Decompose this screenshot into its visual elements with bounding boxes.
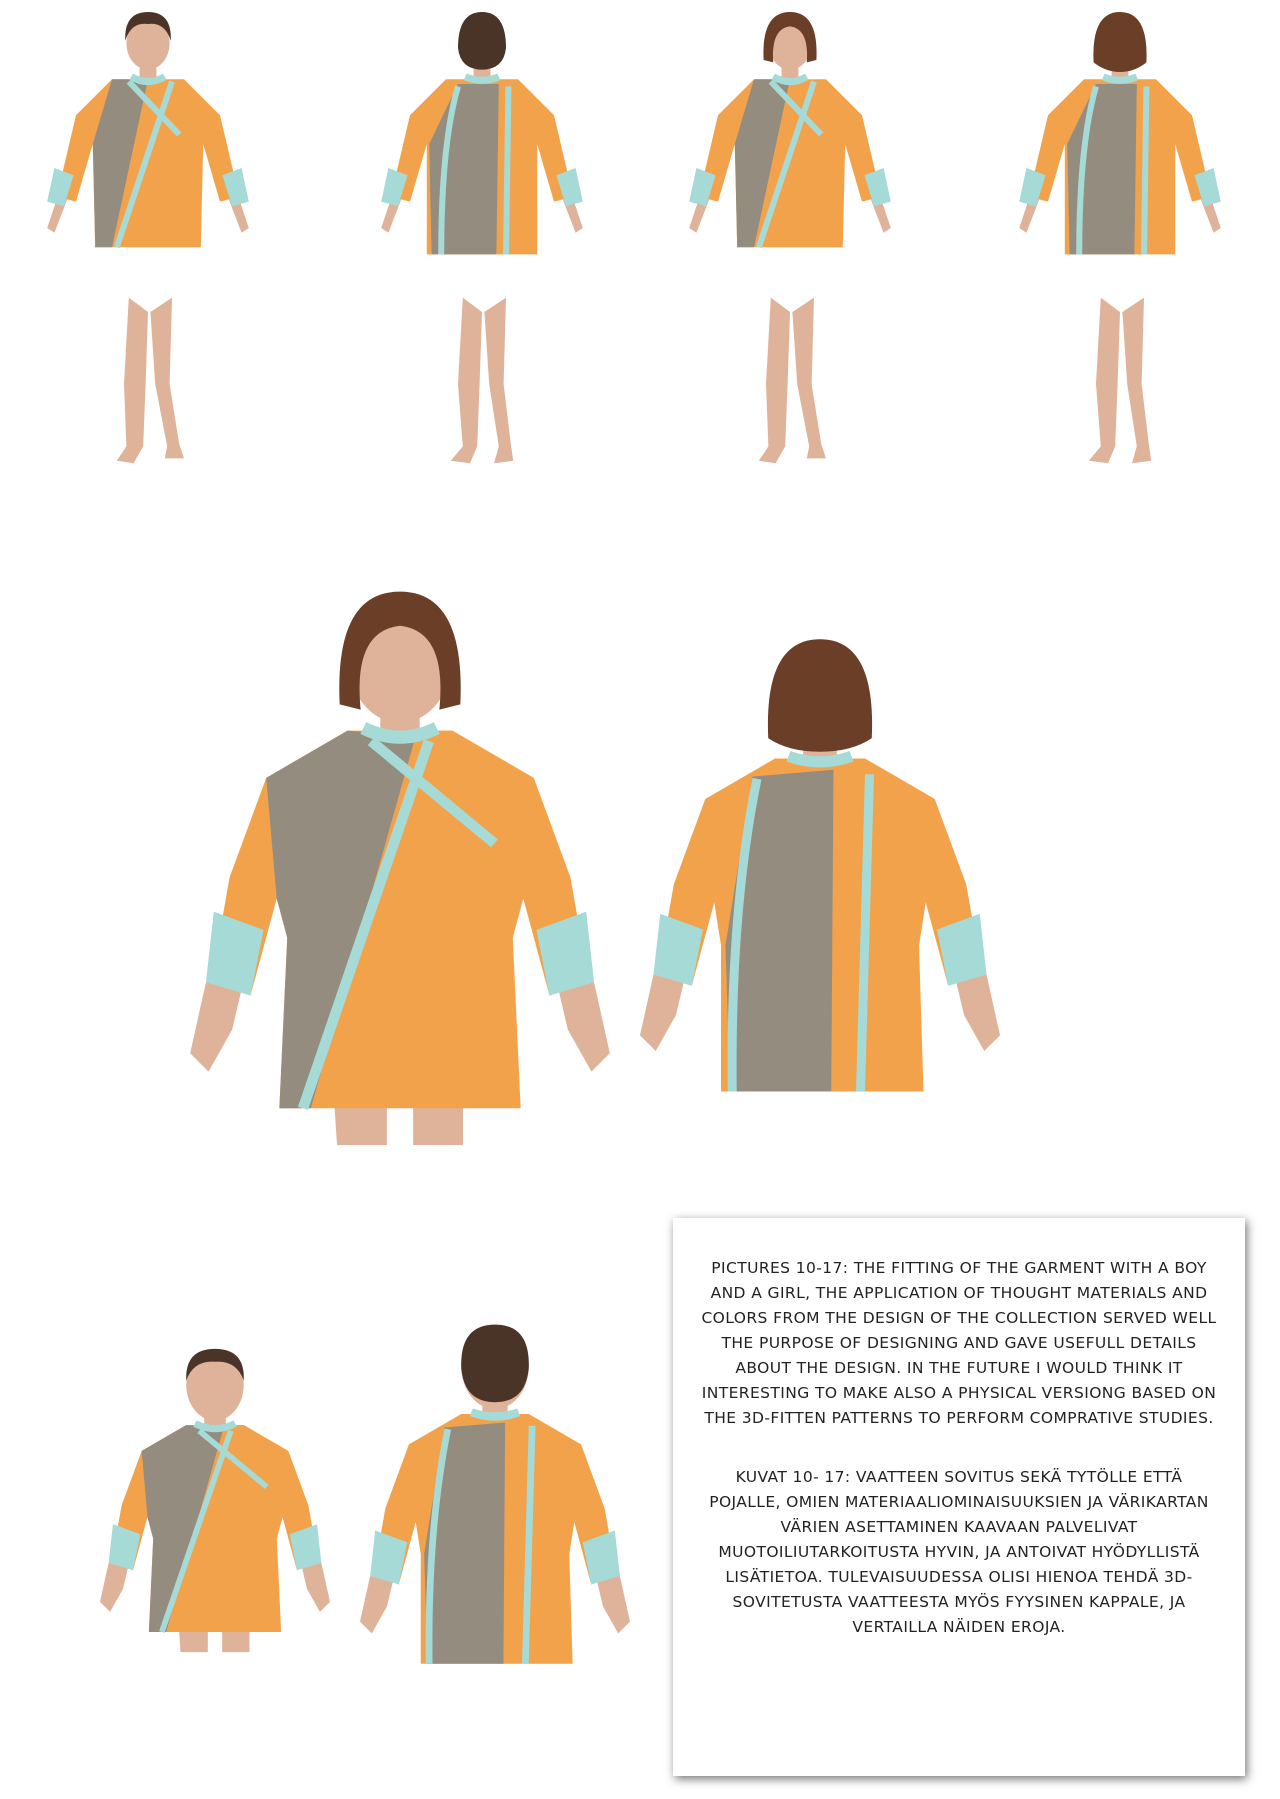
boy-front-closeup-render (100, 1298, 330, 1690)
figure-boy-back-closeup (360, 1300, 630, 1690)
caption-english: PICTURES 10-17: THE FITTING OF THE GARMENT WITH A BOY AND A GIRL, THE APPLICATION OF THOUGHT MATERIALS AND COLORS FROM THE DESIGN OF THE COLLECTION SERVED WELL THE PURPOSE OF DESIGNING AND GAVE USEFULL DETAILS ABOUT THE DESIGN. IN THE FUTURE I WOULD THINK IT INTERESTING TO MAKE ALSO A PHYSICAL VERSIONG BASED ON THE 3D-FITTEN PATTERNS TO PERFORM COMPRATIVE STUDIES. (701, 1259, 1217, 1427)
caption-finnish: KUVAT 10- 17: VAATTEEN SOVITUS SEKÄ TYTÖLLE ETTÄ POJALLE, OMIEN MATERIAALIOMINAISUUKSIEN JA VÄRIKARTAN VÄRIEN ASETTAMINEN KAAVAAN PALVELIVAT MUOTOILIUTARKOITUSTA HYVIN, JA ANTOIVAT HYÖDYLLISTÄ LISÄTIETOA. TULEVAISUUDESSA OLISI HIENOA TEHDÄ 3D-SOVITETUSTA VAATTEESTA MYÖS FYYSINEN KAPPALE, JA VERTAILLA NÄIDEN EROJA. (709, 1468, 1209, 1636)
boy-back-render (362, 0, 602, 480)
figure-girl-back (1000, 0, 1240, 480)
figure-boy-front (28, 0, 268, 480)
figure-girl-back-closeup (640, 588, 1000, 1145)
caption-card (673, 1218, 1245, 1776)
girl-front-render (670, 0, 910, 480)
girl-back-render (1000, 0, 1240, 480)
boy-front-render (28, 0, 268, 480)
figure-boy-front-closeup (100, 1298, 330, 1690)
figure-girl-front-closeup (190, 568, 610, 1145)
girl-back-closeup-render (640, 588, 1000, 1145)
boy-back-closeup-render (360, 1300, 630, 1690)
girl-front-closeup-render (190, 568, 610, 1145)
figure-boy-back (362, 0, 602, 480)
figure-girl-front (670, 0, 910, 480)
